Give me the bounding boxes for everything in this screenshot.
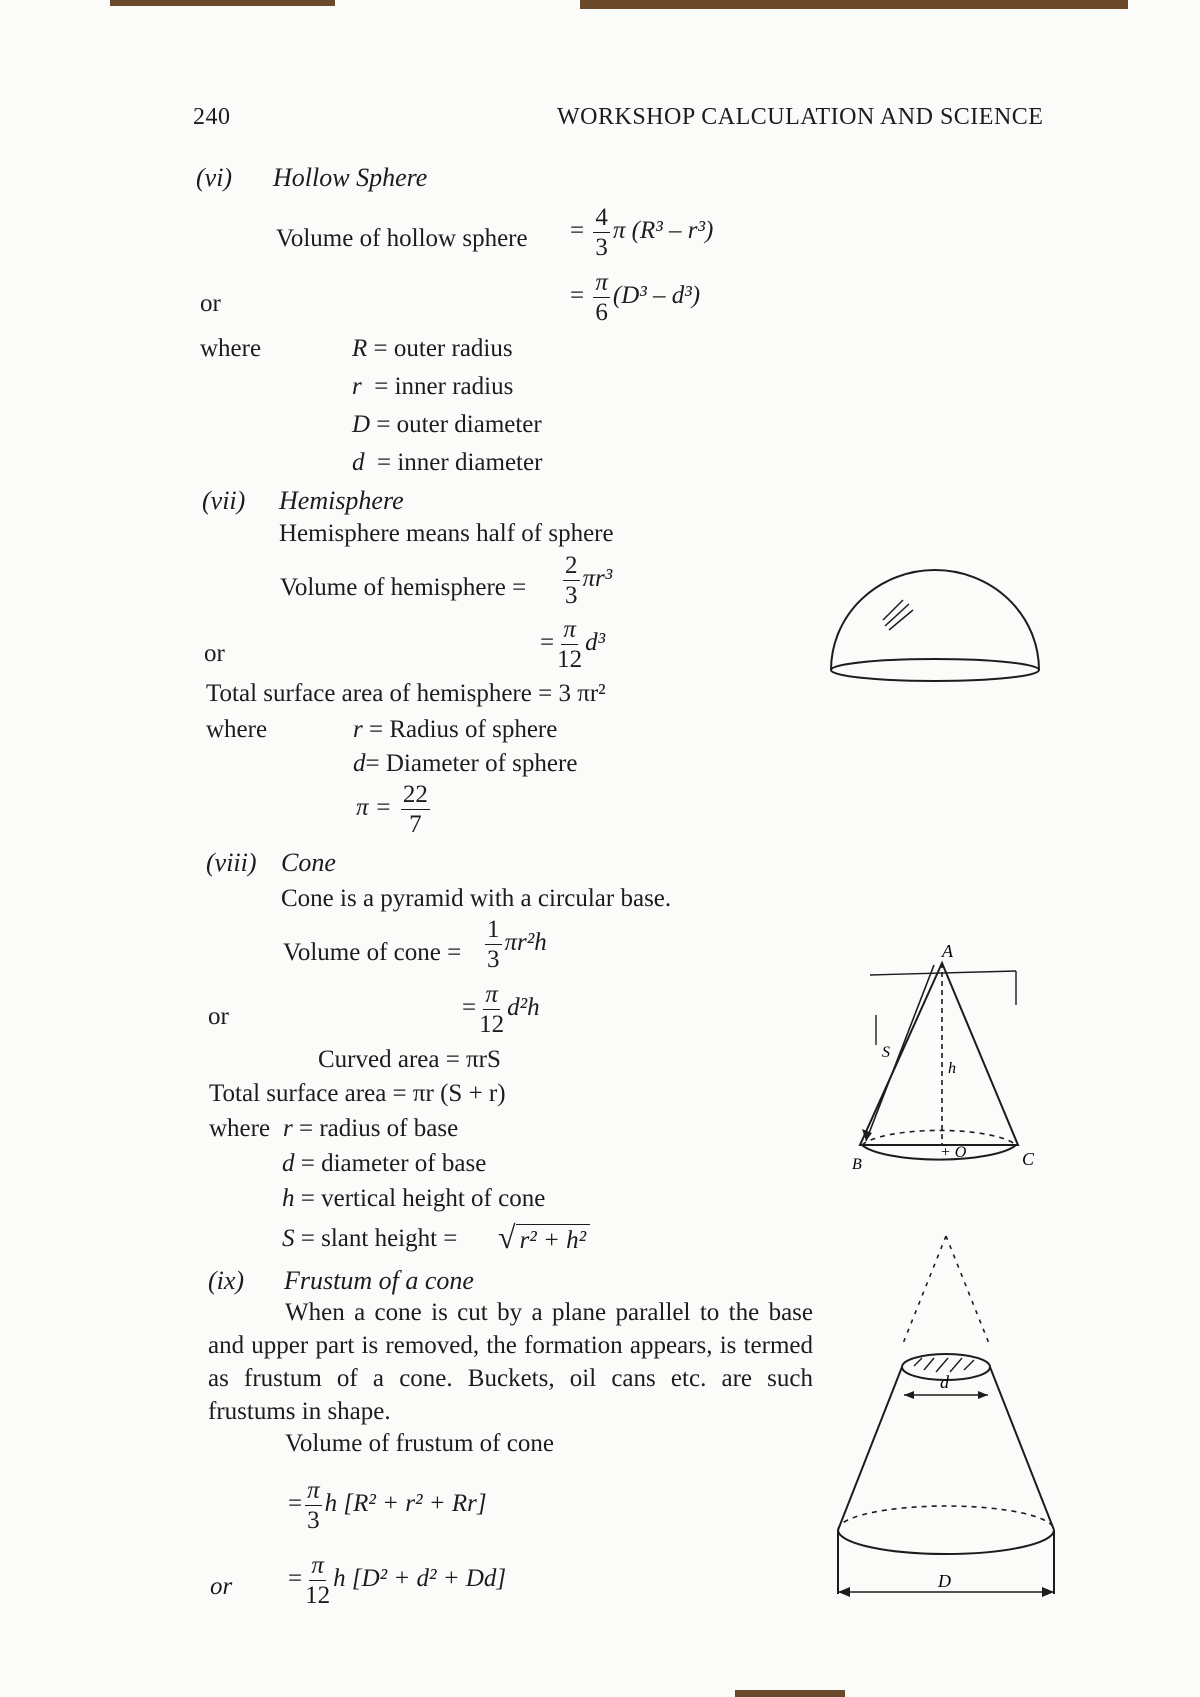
symbol: r [353, 716, 363, 743]
or-label: or [210, 1573, 233, 1600]
hemisphere-formula-2: = $\frac{\pi}{12}$ d³ [540, 616, 606, 673]
fraction-numerator: π [595, 269, 608, 296]
or-label: or [208, 1003, 229, 1030]
symbol: d [352, 449, 365, 476]
hemisphere-figure [825, 560, 1055, 680]
definition-row [352, 373, 513, 401]
scan-edge-bottom [735, 1690, 845, 1697]
hemisphere-description: Hemisphere means half of sphere [279, 520, 614, 547]
definition-text: = Radius of sphere [368, 716, 558, 743]
section-title-hollow-sphere: Hollow Sphere [273, 163, 428, 192]
formula-rest: d³ [585, 629, 606, 657]
fraction-numerator: π [307, 1477, 320, 1504]
formula-rest: π (R³ – r³) [612, 217, 714, 245]
where-label: where [209, 1115, 271, 1142]
fraction-numerator: 1 [487, 916, 500, 943]
fraction-denominator: 3 [487, 946, 500, 973]
fraction-denominator: 3 [307, 1507, 320, 1534]
label-o: + O [940, 1144, 967, 1161]
frustum-volume-label: Volume of frustum of cone [285, 1430, 554, 1457]
fraction-denominator: 3 [565, 582, 578, 609]
fraction-denominator: 6 [595, 299, 608, 326]
frustum-side-right [990, 1367, 1054, 1530]
formula-rest: h [D² + d² + Dd] [333, 1565, 507, 1593]
formula-rest: πr³ [582, 565, 613, 593]
cone-volume-label: Volume of cone = [283, 939, 462, 966]
label-D: D [938, 1571, 951, 1591]
definition-text: = radius of base [298, 1115, 459, 1142]
where-label: where [206, 716, 268, 743]
definition-text: = diameter of base [300, 1150, 487, 1177]
fraction-denominator: 12 [305, 1582, 331, 1609]
label-s: S [882, 1044, 890, 1061]
formula-rest: d²h [507, 994, 540, 1022]
cone-base-front [862, 1145, 1016, 1160]
page-number: 240 [193, 104, 231, 130]
definition-text: = inner radius [374, 373, 514, 400]
fraction-denominator: 3 [595, 234, 608, 261]
top-guide-line [870, 971, 1016, 975]
section-title-cone: Cone [281, 848, 336, 877]
definition-text: = outer diameter [376, 411, 542, 438]
symbol: D [352, 411, 371, 438]
definition-row [352, 449, 542, 477]
scan-edge-right [580, 0, 1128, 9]
running-title: WORKSHOP CALCULATION AND SCIENCE [557, 104, 1044, 130]
apex-dashed-right [946, 1236, 990, 1346]
symbol: R [352, 335, 368, 362]
symbol: S [282, 1225, 295, 1252]
slant-line [866, 965, 934, 1141]
cone-description: Cone is a pyramid with a circular base. [281, 885, 672, 912]
label-h: h [948, 1060, 956, 1077]
section-title-frustum: Frustum of a cone [284, 1266, 474, 1295]
definition-row [352, 411, 542, 439]
arrow-head [978, 1391, 988, 1399]
sqrt-radicand: r² + h² [516, 1224, 591, 1254]
label-b: B [852, 1156, 862, 1173]
cone-total-surface-area: Total surface area = πr (S + r) [209, 1080, 506, 1107]
frustum-paragraph: When a cone is cut by a plane parallel to the base and upper part is removed, the formation appears, is termed as frustum of a cone. Buckets, oil cans etc. are such frustums in shape. [208, 1299, 813, 1425]
frustum-formula-2: = $\frac{\pi}{12}$ h [D² + d² + Dd] [288, 1552, 507, 1609]
apex-dashed-left [902, 1236, 946, 1346]
arrow-head [838, 1587, 850, 1597]
fraction-numerator: π [311, 1552, 324, 1579]
section-number-vii: (vii) [202, 486, 246, 515]
top-hatching [914, 1358, 974, 1372]
base-front [838, 1530, 1054, 1554]
frustum-formula-1: = $\frac{\pi}{3}$ h [R² + r² + Rr] [288, 1477, 487, 1534]
scan-edge-left [110, 0, 335, 6]
definition-text: = vertical height of cone [300, 1185, 546, 1212]
hemisphere-volume-label: Volume of hemisphere = [280, 574, 527, 601]
definition-text: = inner diameter [377, 449, 543, 476]
symbol: d [353, 750, 366, 777]
hollow-sphere-volume-label: Volume of hollow sphere [276, 225, 528, 252]
arrow-head [1042, 1587, 1054, 1597]
arrow-head [904, 1391, 914, 1399]
definition-row [282, 1225, 457, 1253]
label-d: d [940, 1372, 949, 1392]
hemisphere-total-surface-area: Total surface area of hemisphere = 3 πr² [206, 680, 606, 707]
hemisphere-formula-1 [560, 553, 612, 608]
fraction-numerator: 2 [565, 552, 578, 579]
definition-row [353, 716, 557, 744]
section-title-hemisphere: Hemisphere [279, 486, 404, 515]
section-number-ix: (ix) [208, 1266, 245, 1295]
fraction-numerator: 22 [402, 781, 428, 808]
section-number-vi: (vi) [196, 163, 233, 192]
cone-curved-area: Curved area = πrS [318, 1046, 501, 1073]
definition-row [353, 750, 577, 778]
formula-rest: (D³ – d³) [612, 282, 701, 310]
symbol: r [283, 1115, 293, 1142]
definition-row [282, 1150, 486, 1178]
hollow-sphere-formula-1: = $\frac{4}{3}$ π (R³ – r³) [570, 204, 714, 261]
or-label: or [204, 640, 225, 667]
pi-label: π = [356, 794, 392, 822]
slant-height-sqrt: √ r² + h² [498, 1219, 590, 1256]
section-number-viii: (viii) [206, 848, 257, 877]
definition-text: = slant height = [300, 1225, 458, 1252]
fraction-denominator: 7 [409, 811, 422, 838]
symbol: d [282, 1150, 295, 1177]
fraction-numerator: 4 [595, 204, 608, 231]
or-label: or [200, 290, 221, 317]
frustum-figure [830, 1230, 1070, 1630]
cone-figure [852, 941, 1060, 1175]
base-back [838, 1506, 1054, 1530]
fraction-denominator: 12 [557, 646, 583, 673]
definition-row [352, 335, 513, 363]
cone-base-back [862, 1130, 1016, 1145]
where-label: where [200, 335, 262, 362]
label-c: C [1022, 1149, 1035, 1169]
fraction-numerator: π [563, 616, 576, 643]
definition-text: = Diameter of sphere [365, 750, 578, 777]
formula-rest: h [R² + r² + Rr] [324, 1490, 487, 1518]
fraction-denominator: 12 [479, 1011, 505, 1038]
symbol: h [282, 1185, 295, 1212]
pi-value [356, 782, 433, 837]
definition-row [283, 1115, 458, 1143]
label-a: A [942, 941, 953, 961]
frustum-side-left [838, 1367, 902, 1530]
cone-formula-1 [482, 917, 547, 972]
definition-row [282, 1185, 545, 1213]
fraction-numerator: π [485, 981, 498, 1008]
cone-formula-2: = $\frac{\pi}{12}$ d²h [462, 981, 540, 1038]
hollow-sphere-formula-2: = $\frac{\pi}{6}$ (D³ – d³) [570, 269, 701, 326]
symbol: r [352, 373, 362, 400]
formula-rest: πr²h [504, 929, 547, 957]
definition-text: = outer radius [373, 335, 513, 362]
